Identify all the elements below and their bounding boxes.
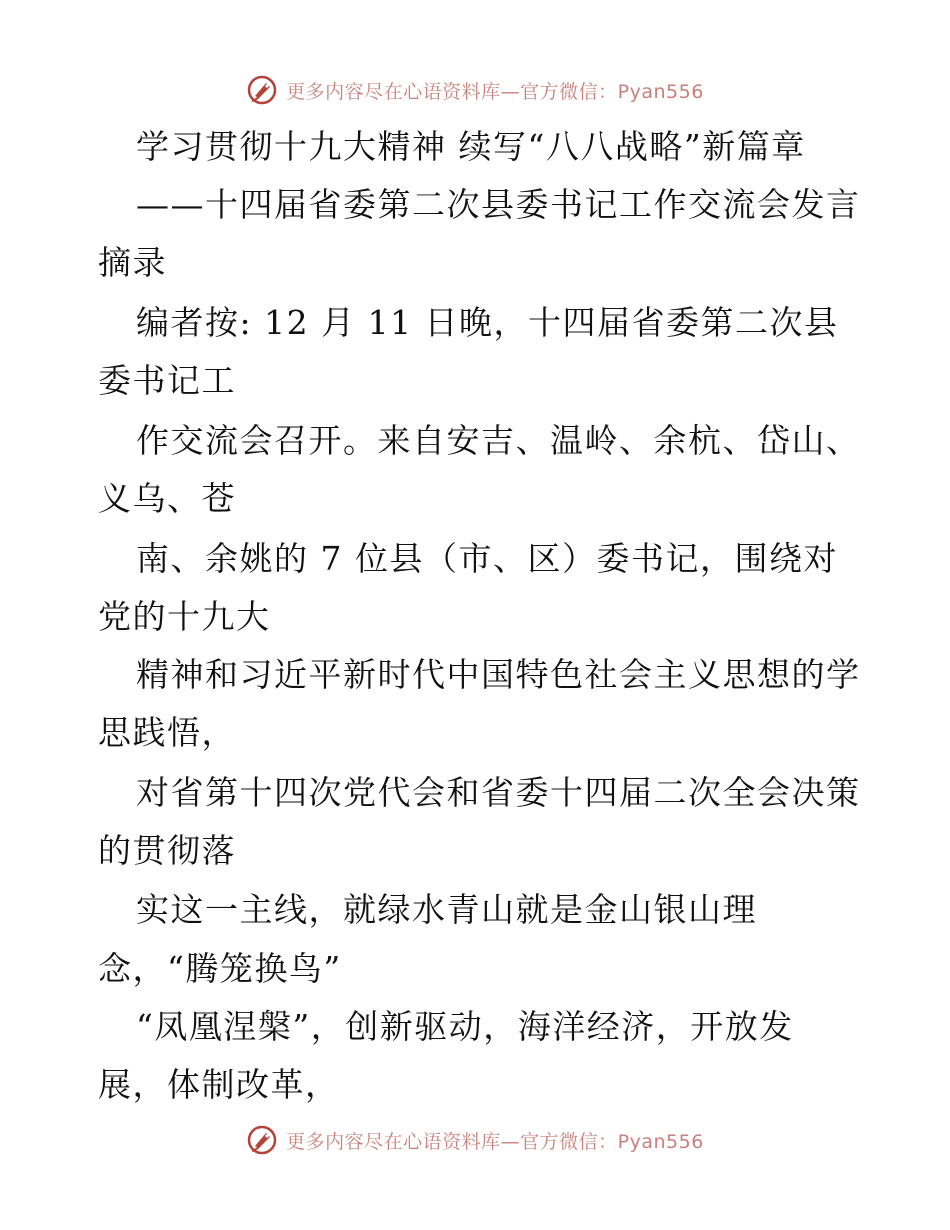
pen-nib-logo-icon bbox=[246, 1124, 278, 1156]
doc-line: 展，体制改革， bbox=[98, 1065, 340, 1104]
doc-line: 念，“腾笼换鸟” bbox=[98, 949, 342, 988]
watermark-text: 更多内容尽在心语资料库—官方微信：Pyan556 bbox=[286, 80, 704, 103]
doc-line: 学习贯彻十九大精神 续写“八八战略”新篇章 bbox=[136, 127, 806, 166]
doc-line: 对省第十四次党代会和省委十四届二次全会决策 bbox=[136, 773, 861, 812]
doc-line: 摘录 bbox=[98, 243, 167, 282]
watermark-footer bbox=[0, 1120, 950, 1160]
doc-line: ——十四届省委第二次县委书记工作交流会发言 bbox=[136, 185, 861, 224]
doc-line: 实这一主线，就绿水青山就是金山银山理 bbox=[136, 890, 757, 929]
watermark-text: 更多内容尽在心语资料库—官方微信：Pyan556 bbox=[286, 1130, 704, 1153]
doc-line: 作交流会召开。来自安吉、温岭、余杭、岱山、 bbox=[136, 421, 861, 460]
watermark-header bbox=[0, 70, 950, 110]
doc-line: 精神和习近平新时代中国特色社会主义思想的学 bbox=[136, 655, 861, 694]
doc-line: 编者按: 12 月 11 日晚，十四届省委第二次县 bbox=[136, 303, 839, 342]
doc-line: 思践悟， bbox=[98, 713, 236, 752]
doc-line: 党的十九大 bbox=[98, 597, 271, 636]
doc-line: 义乌、苍 bbox=[98, 479, 236, 518]
doc-line: 的贯彻落 bbox=[98, 831, 236, 870]
pen-nib-logo-icon bbox=[246, 74, 278, 106]
doc-line: 南、余姚的 7 位县（市、区）委书记，围绕对 bbox=[136, 539, 838, 578]
doc-line: “凤凰涅槃”，创新驱动，海洋经济，开放发 bbox=[136, 1007, 794, 1046]
doc-line: 委书记工 bbox=[98, 361, 236, 400]
